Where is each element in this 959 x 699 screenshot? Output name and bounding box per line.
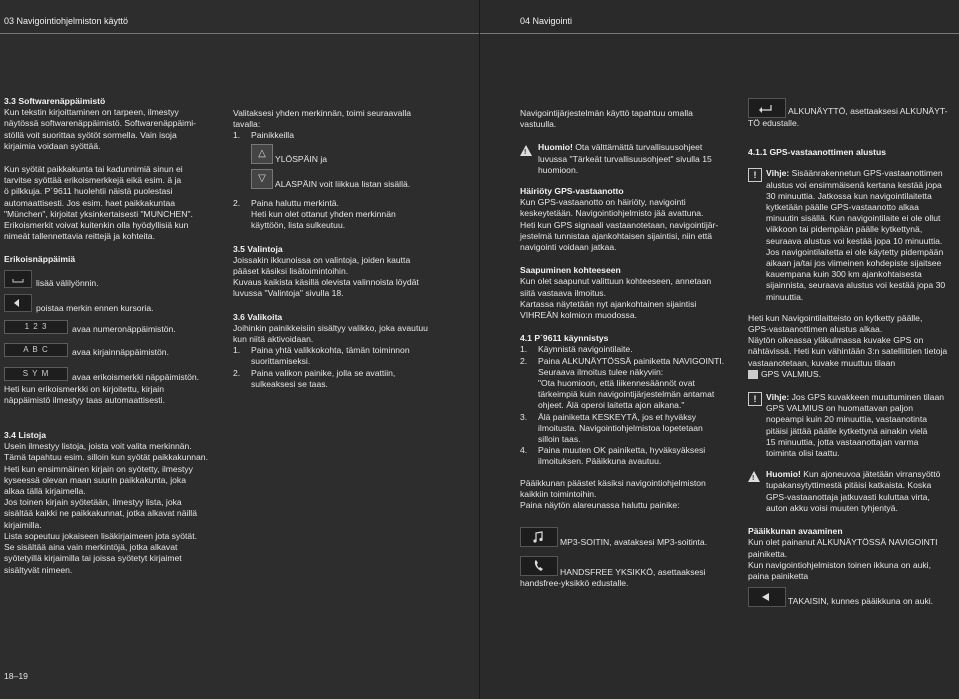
line: Kun GPS-vastaanotto on häiriöty, navigointi	[520, 197, 686, 208]
step-text: Paina ALKUNÄYTÖSSÄ painiketta NAVIGOINTI.	[538, 355, 725, 366]
line: alkaa tällä kirjaimella.	[4, 486, 86, 497]
line: sulkeaksesi se taas.	[251, 378, 328, 389]
tip-note-2	[748, 392, 958, 459]
section-title: 3.6 Valikoita	[233, 311, 283, 322]
para-intro	[4, 107, 224, 152]
line: Seuraava ilmoitus tulee näkyviin:	[538, 366, 664, 377]
line: 30 minuuttia. Jatkossa kun navigointilaitetta	[766, 190, 932, 201]
line: Joissakin ikkunoissa on valintoja, joiden kautta	[233, 254, 411, 265]
line: Lista sopeutuu jokaiseen lisäkirjaimeen jota syötät.	[4, 530, 197, 541]
line: Erikoismerkit voivat kuitenkin olla hyödyllisiä kun	[4, 220, 189, 231]
line: ohjeet. Älä operoi laitetta ajon aikana."	[538, 400, 685, 411]
right-page	[480, 0, 959, 699]
line: ilmoitusta. Navigointiohjelmistoa lopetetaan	[538, 422, 703, 433]
line: kirjaimilla.	[4, 519, 42, 530]
line: nopeampi kuin 20 minuuttia, vastaanotinta	[766, 414, 927, 425]
note-label: Huomio!	[766, 469, 801, 480]
handsfree-desc: HANDSFREE YKSIKKÖ, asettaaksesi	[560, 566, 706, 577]
sym-key-row	[4, 364, 224, 383]
abc-key: A B C	[4, 343, 68, 357]
step-2: 2. Paina haluttu merkintä.	[233, 198, 339, 209]
back-desc: TAKAISIN, kunnes pääikkuna on auki.	[788, 596, 934, 607]
note-label: Vihje:	[766, 392, 790, 403]
warning-note	[520, 142, 740, 176]
line: tavalla:	[233, 119, 261, 130]
line: minuuttia.	[766, 291, 804, 302]
left-col2	[233, 108, 463, 390]
line: Jos navigointilaitetta ei ole käytetty pidempään	[766, 246, 944, 257]
line: kaikkiin toimintoihin.	[520, 488, 597, 499]
step-1: 1. Käynnistä navigointilaite.	[520, 344, 633, 355]
left-page	[0, 0, 479, 699]
line: tarvitse syöttää erikoismerkkejä eikä esim. ä ja	[4, 175, 182, 186]
section-title: 3.4 Listoja	[4, 430, 47, 441]
num-key-desc: avaa numeronäppäimistön.	[72, 324, 176, 335]
arrow-down-icon: ▽	[251, 169, 273, 189]
para-lists	[4, 441, 224, 575]
note-label: Huomio!	[538, 142, 573, 153]
line: ö pilkkuja. P´9611 huolehtii näistä puolestasi	[4, 186, 173, 197]
line: kirjaimia voidaan syöttää.	[4, 140, 101, 151]
home-desc: ALKUNÄYTTÖ, asettaaksesi ALKUNÄYT-	[788, 106, 948, 117]
sym-key-desc: avaa erikoismerkki näppäimistön.	[72, 372, 200, 383]
return-home-icon	[748, 98, 786, 118]
line: Kun navigointiohjelmiston toinen ikkuna on auki,	[748, 559, 931, 570]
step-text: Paina yhtä valikkokohta, tämän toiminnon	[251, 345, 410, 356]
line: Kun olet painanut ALKUNÄYTÖSSÄ NAVIGOINTI painiketta.	[748, 537, 938, 559]
exclamation-icon: !	[748, 168, 762, 182]
step-text: Paina muuten OK painiketta, hyväksyäksesi	[538, 445, 706, 456]
header-rule	[480, 33, 959, 34]
line: Näytön oikeassa yläkulmassa kuvake GPS on	[748, 335, 924, 346]
line: Se sisältää aina vain merkintöjä, jotka alkavat	[4, 542, 178, 553]
back-row	[748, 586, 958, 607]
space-key-row	[4, 270, 224, 289]
line: Usein ilmestyy listoja, joista voit valita merkinnän.	[4, 441, 192, 452]
line: paina painiketta	[748, 570, 809, 581]
mp3-desc: MP3-SOITIN, avataksesi MP3-soitinta.	[560, 537, 708, 548]
line: toiminta olisi taattu.	[766, 448, 840, 459]
line: ilmoituksen. Pääikkuna avautuu.	[538, 456, 662, 467]
section-title: 4.1.1 GPS-vastaanottimen alustus	[748, 147, 887, 158]
line: TÖ edustalle.	[748, 118, 800, 128]
num-key: 1 2 3	[4, 320, 68, 334]
left-col1	[4, 96, 224, 576]
line: näppäimistö ilmestyy taas automaattisesti.	[4, 394, 165, 405]
line: Navigointijärjestelmän käyttö tapahtuu omalla	[520, 108, 693, 118]
subheading: Saapuminen kohteeseen	[520, 265, 621, 276]
line: kytketään päälle GPS-vastaanotto alkaa	[766, 202, 919, 213]
line: "München", kirjoitat yksinkertaisesti "MUNCHEN".	[4, 208, 193, 219]
step-text: Painikkeilla	[251, 130, 294, 141]
warning-icon: !	[748, 471, 760, 482]
line: stöllä voit suorittaa syötöt sormella. Vain isoja	[4, 129, 177, 140]
line: Jos toinen kirjain syötetään, ilmestyy lista, joka	[4, 497, 182, 508]
line: GPS VALMIUS on huomattavan paljon	[766, 403, 913, 414]
line: navigointi voidaan jatkaa.	[520, 242, 617, 253]
step-text: Paina valikon painike, jolla se avattiin,	[251, 367, 396, 378]
space-key-icon	[4, 270, 32, 288]
line: Heti kun Navigointilaitteisto on kytketty päälle,	[748, 312, 923, 323]
gps-ready-row	[748, 369, 958, 380]
line: Valitaksesi yhden merkinnän, toimi seuraavalla	[233, 108, 412, 118]
step-text: Käynnistä navigointilaite.	[538, 344, 633, 355]
line: Tämä tapahtuu esim. silloin kun syötät paikkakunnan.	[4, 452, 208, 463]
step-1: 1. Painikkeilla	[233, 130, 294, 141]
section-title: 3.5 Valintoja	[233, 243, 283, 254]
line: luvussa "Tärkeät turvallisuusohjeet" sivulla 15	[538, 153, 712, 164]
sym-key: S Y M	[4, 367, 68, 381]
up-row	[233, 144, 463, 165]
line: nimeät tallennettavia reittejä ja kohteita.	[4, 231, 155, 242]
phone-icon	[520, 556, 558, 576]
line: huomioon.	[538, 164, 579, 175]
line: keskeytetään. Navigointiohjelmisto jää avattuna.	[520, 208, 704, 219]
line: kauempana kuin 300 km ajankohtaisesta	[766, 269, 922, 280]
line: auton akku voisi muuten tyhjentyä.	[766, 502, 898, 513]
line: kun niitä aktivoidaan.	[233, 334, 314, 345]
line: alustus voi ensimmäisenä kertana kestää jopa	[766, 179, 942, 190]
line: seuraava alustus voi kestää jopa 10 minuuttia.	[766, 235, 943, 246]
line: Kartassa näytetään nyt ajankohtainen sijaintisi	[520, 298, 697, 309]
abc-key-desc: avaa kirjainnäppäimistön.	[72, 347, 169, 358]
line: siitä vastaava ilmoitus.	[520, 287, 606, 298]
note-text: Ota välttämättä turvallisuusohjeet	[572, 142, 703, 153]
note-label: Vihje:	[766, 168, 790, 179]
line: GPS-vastaanottimen alustus alkaa.	[748, 324, 883, 335]
space-key-desc: lisää välilyönnin.	[36, 277, 99, 288]
exclamation-icon: !	[748, 392, 762, 406]
note-text: Kun ajoneuvoa jätetään virransyöttö	[800, 469, 941, 480]
line: näytössä softwarenäppäimistö. Softwarenäppäimi-	[4, 118, 197, 129]
line: Kun syötät paikkakunta tai kadunnimiä sinun ei	[4, 164, 183, 175]
backspace-key-row	[4, 293, 224, 314]
line: tärkeimpiä kuin navigointijärjestelmän antamat	[538, 389, 715, 400]
line: sisältää kaikki ne paikkakunnat, jotka alkavat näillä	[4, 508, 197, 519]
gps-icon	[748, 370, 758, 379]
home-row	[748, 98, 958, 118]
line: Heti kun olet ottanut yhden merkinnän	[251, 209, 396, 220]
step-2: 2. Paina valikon painike, jolla se avattiin,	[233, 367, 396, 378]
note-text: Jos GPS kuvakkeen muuttuminen tilaan	[789, 392, 945, 403]
line: 15 minuuttia, jotta vastaanottajan varma	[766, 436, 919, 447]
line: VIHREÄN kolmio:n muodossa.	[520, 310, 638, 321]
line: Paina näytön alareunassa haluttu painike:	[520, 500, 680, 511]
line: viikkoon tai pidempään päälle kytkettynä,	[766, 224, 923, 235]
section-title: 3.3 Softwarenäppäimistö	[4, 96, 106, 106]
line: sisältyvät nimeen.	[4, 564, 73, 575]
step-text: Paina haluttu merkintä.	[251, 198, 339, 209]
backspace-icon	[4, 294, 32, 312]
subheading: Pääikkunan avaaminen	[748, 526, 843, 537]
line: automaattisesti. Jos esim. haet paikkakuntaa	[4, 197, 176, 208]
step-3: 3. Älä painiketta KESKEYTÄ, jos et hyväksy	[520, 411, 697, 422]
mp3-row	[520, 525, 740, 548]
line: syötetyillä kirjaimilla tai joissa syötetyt kirjaimet	[4, 553, 182, 564]
line: handsfree-yksikkö edustalle.	[520, 577, 629, 588]
line: minuutin sisällä. Kun navigointilaite ei ole ollut	[766, 213, 941, 224]
note-text: Sisäänrakennetun GPS-vastaanottimen	[789, 168, 943, 179]
line: Kun tekstin kirjoittaminen on tarpeen, ilmestyy	[4, 107, 179, 118]
gps-ready-text: GPS VALMIUS.	[761, 368, 822, 379]
line: sijainnista, seuraava alustus voi kestää jopa 30	[766, 280, 946, 291]
up-desc: YLÖSPÄIN ja	[275, 153, 328, 164]
step-2: 2. Paina ALKUNÄYTÖSSÄ painiketta NAVIGOINTI.	[520, 355, 725, 366]
line: GPS-vastaanottaja jatkuvasti kuluttaa virta,	[766, 491, 930, 502]
line: vastaanotetaan, kuvake muuttuu tilaan	[748, 357, 896, 368]
line: käyttöön, lista sulkeutuu.	[251, 220, 346, 231]
step-4: 4. Paina muuten OK painiketta, hyväksyäksesi	[520, 445, 706, 456]
back-arrow-icon	[748, 587, 786, 607]
line: aikaan ja/tai jos viimeinen kohdepiste sijaitsee	[766, 258, 942, 269]
line: Kun olet saapunut valittuun kohteeseen, annetaan	[520, 276, 712, 287]
handsfree-row	[520, 555, 740, 578]
arrow-up-icon: △	[251, 144, 273, 164]
section-title: 4.1 P´9611 käynnistys	[520, 333, 609, 344]
line: Heti kun ensimmäinen kirjain on syötetty, ilmestyy	[4, 463, 193, 474]
header-rule	[0, 33, 479, 34]
line: kyseessä olevan maan suurin paikkakunta, joka	[4, 474, 187, 485]
down-row	[233, 169, 463, 190]
subheading: Häiriöty GPS-vastaanotto	[520, 186, 624, 197]
para-2	[4, 164, 224, 242]
line: pääset käsiksi lisätoimintoihin.	[233, 266, 349, 277]
line: luvussa "Valintoja" sivulla 18.	[233, 288, 344, 299]
line: "Ota huomioon, että liikennesäännöt ovat	[538, 378, 695, 389]
warning-icon: !	[520, 145, 532, 156]
right-page-header: 04 Navigointi	[520, 16, 573, 26]
step-text: Älä painiketta KESKEYTÄ, jos et hyväksy	[538, 411, 697, 422]
warning-note-2	[748, 469, 958, 514]
subheading: Erikoisnäppäimiä	[4, 254, 76, 265]
right-col2	[748, 98, 958, 607]
backspace-key-desc: poistaa merkin ennen kursoria.	[36, 302, 154, 313]
line: pitäisi jättää päälle kytkettynä ainakin vielä	[766, 425, 928, 436]
line: vastuulla.	[520, 119, 557, 130]
step-1: 1. Paina yhtä valikkokohta, tämän toiminnon	[233, 345, 410, 356]
line: Kuvaus kaikista käsillä olevista valinnoista löydät	[233, 277, 419, 288]
abc-key-row	[4, 341, 224, 358]
down-desc: ALASPÄIN voit liikkua listan sisällä.	[275, 178, 411, 189]
line: nähtävissä. Heti kun vähintään 3:n satelliittien tietoja	[748, 346, 948, 357]
right-col1	[520, 108, 740, 589]
line: silloin taas.	[538, 434, 581, 445]
line: tupakansytyttimestä pitäisi katkaista. Koska	[766, 480, 932, 491]
num-key-row	[4, 318, 224, 335]
line: Joihinkin painikkeisiin sisältyy valikko, joka avautuu	[233, 322, 428, 333]
line: Heti kun erikoismerkki on kirjoitettu, kirjain	[4, 383, 164, 394]
line: Pääikkunan päästet käsiksi navigointiohjelmiston	[520, 477, 706, 488]
tip-note	[748, 168, 958, 302]
line: suorittamiseksi.	[251, 356, 311, 367]
line: jestelmä tunnistaa ajankohtaisen sijaintisi, niin että	[520, 230, 713, 241]
music-note-icon	[520, 527, 558, 547]
line: Heti kun GPS signaali vastaanotetaan, navigointijär-	[520, 219, 719, 230]
left-page-header: 03 Navigointiohjelmiston käyttö	[4, 16, 129, 26]
page-number: 18–19	[4, 671, 28, 681]
